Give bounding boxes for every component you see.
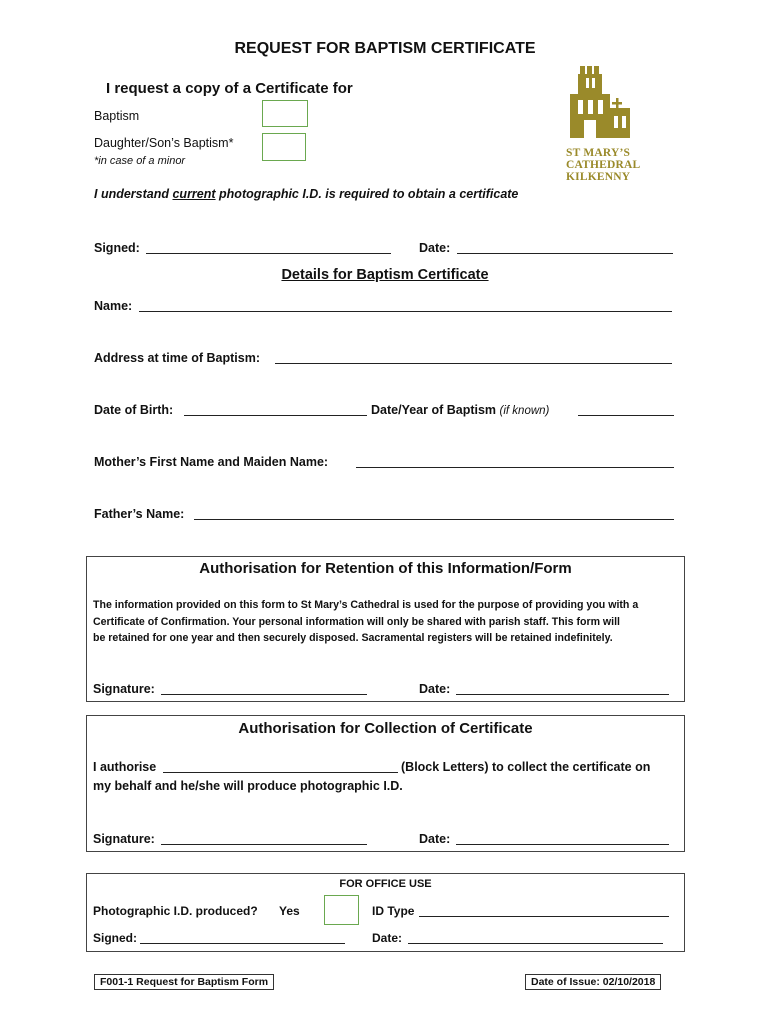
baptism-year-text: Date/Year of Baptism	[371, 403, 497, 417]
collection-signature-field[interactable]	[161, 844, 367, 845]
details-heading-wrap	[0, 266, 770, 284]
baptism-year-label	[371, 403, 549, 417]
retention-heading: Authorisation for Retention of this Information/Form	[199, 560, 572, 577]
collection-line-2: my behalf and he/she will produce photographic I.D.	[93, 779, 403, 793]
office-use-heading: FOR OFFICE USE	[339, 878, 432, 890]
page-title: REQUEST FOR BAPTISM CERTIFICATE	[234, 40, 536, 57]
id-type-field[interactable]	[419, 916, 669, 917]
block-letters-label: (Block Letters) to collect the certificate on	[401, 760, 651, 774]
authorise-label: I authorise	[93, 760, 157, 774]
form-id-label: F001-1 Request for Baptism Form	[94, 974, 274, 990]
retention-text-line-2: Certificate of Confirmation. Your personal information will only be shared with parish staff. This form will	[93, 615, 621, 628]
retention-signature-field[interactable]	[161, 694, 367, 695]
retention-text-line-1: The information provided on this form to St Mary’s Cathedral is used for the purpose of providing you with a	[93, 599, 639, 611]
yes-label: Yes	[279, 904, 300, 918]
baptism-label: Baptism	[94, 109, 140, 123]
date-label: Date:	[419, 241, 451, 255]
mother-label: Mother’s First Name and Maiden Name:	[94, 455, 329, 469]
baptism-year-field[interactable]	[578, 415, 674, 416]
office-date-label: Date:	[372, 931, 403, 945]
signed-field[interactable]	[146, 253, 391, 254]
collection-heading: Authorisation for Collection of Certificate	[238, 720, 533, 737]
cathedral-icon	[566, 64, 636, 140]
issue-date-label: Date of Issue: 02/10/2018	[525, 974, 661, 990]
photo-id-label: Photographic I.D. produced?	[93, 904, 258, 918]
name-label: Name:	[94, 299, 133, 313]
daughter-son-checkbox[interactable]	[262, 133, 306, 161]
collection-date-label: Date:	[419, 832, 451, 846]
id-statement-before: I understand	[94, 187, 173, 201]
cathedral-logo	[566, 64, 656, 183]
retention-date-field[interactable]	[456, 694, 669, 695]
dob-label: Date of Birth:	[94, 403, 174, 417]
retention-text-line-3: be retained for one year and then securely disposed. Sacramental registers will be retained indefinitely.	[93, 632, 613, 644]
id-statement-emphasis: current	[172, 187, 216, 201]
office-date-field[interactable]	[408, 943, 663, 944]
collection-signature-label: Signature:	[93, 832, 155, 846]
retention-text	[93, 597, 683, 647]
id-requirement-statement	[94, 187, 518, 201]
retention-signature-label: Signature:	[93, 682, 155, 696]
date-field[interactable]	[457, 253, 673, 254]
mother-field[interactable]	[356, 467, 674, 468]
signed-label: Signed:	[94, 241, 140, 255]
dob-field[interactable]	[184, 415, 367, 416]
address-label: Address at time of Baptism:	[94, 351, 261, 365]
collection-date-field[interactable]	[456, 844, 669, 845]
minor-note: *in case of a minor	[94, 155, 186, 167]
name-field[interactable]	[139, 311, 672, 312]
logo-line-1: ST MARY’S	[566, 147, 631, 159]
office-signed-field[interactable]	[140, 943, 345, 944]
father-field[interactable]	[194, 519, 674, 520]
baptism-checkbox[interactable]	[262, 100, 308, 127]
father-label: Father’s Name:	[94, 507, 185, 521]
if-known-text: (if known)	[499, 405, 550, 417]
address-field[interactable]	[275, 363, 672, 364]
logo-line-3: KILKENNY	[566, 171, 631, 183]
request-heading: I request a copy of a Certificate for	[106, 80, 353, 97]
photo-id-yes-checkbox[interactable]	[324, 895, 359, 925]
id-type-label: ID Type	[372, 904, 415, 918]
details-heading: Details for Baptism Certificate	[281, 267, 489, 283]
daughter-son-label: Daughter/Son’s Baptism*	[94, 136, 234, 150]
office-signed-label: Signed:	[93, 931, 137, 945]
logo-line-2: CATHEDRAL	[566, 159, 641, 171]
authorised-person-field[interactable]	[163, 772, 398, 773]
id-statement-after: photographic I.D. is required to obtain a certificate	[215, 187, 519, 201]
retention-date-label: Date:	[419, 682, 451, 696]
